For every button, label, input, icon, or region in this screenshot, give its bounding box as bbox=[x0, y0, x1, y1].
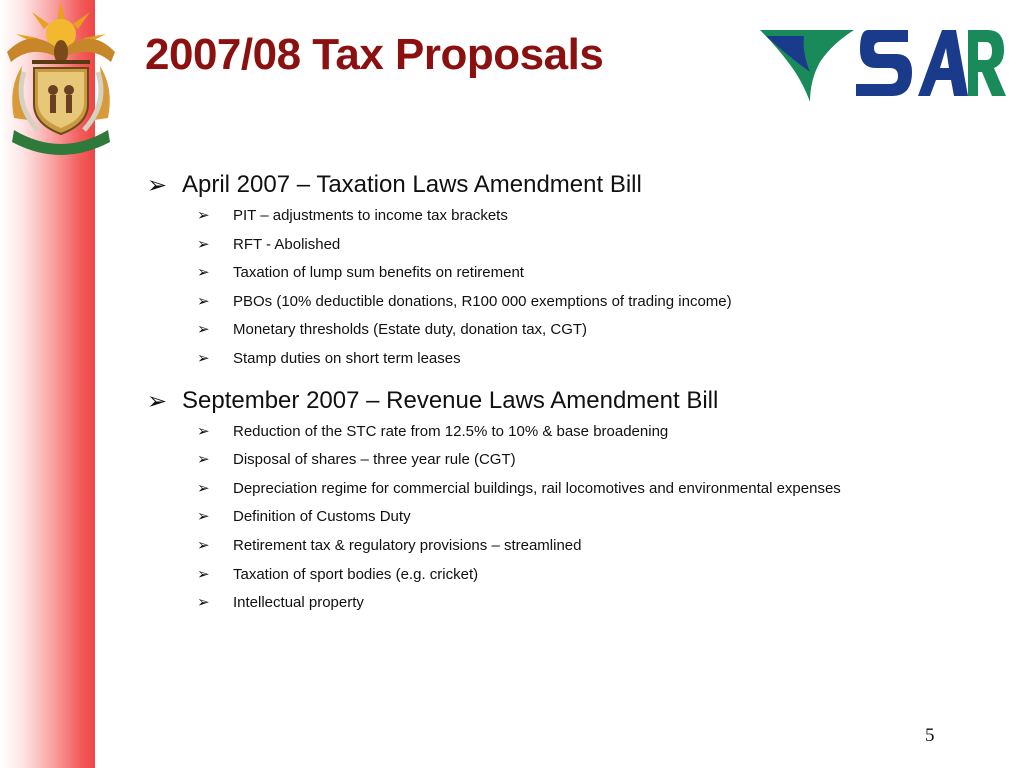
list-item: ➢ Reduction of the STC rate from 12.5% to 10% & base broadening bbox=[145, 418, 1005, 447]
section-heading: ➢ April 2007 – Taxation Laws Amendment Bill bbox=[145, 168, 1005, 202]
list-item: ➢ Definition of Customs Duty bbox=[145, 503, 1005, 532]
bullet-arrow-icon: ➢ bbox=[197, 565, 210, 583]
list-item: ➢ PBOs (10% deductible donations, R100 000 exemptions of trading income) bbox=[145, 288, 1005, 317]
list-item: ➢ PIT – adjustments to income tax brackets bbox=[145, 202, 1005, 231]
bullet-arrow-icon: ➢ bbox=[197, 594, 210, 612]
list-item: ➢ Retirement tax & regulatory provisions – streamlined bbox=[145, 532, 1005, 561]
bullet-arrow-icon: ➢ bbox=[147, 172, 168, 199]
sars-logo-icon bbox=[758, 22, 1014, 108]
bullet-arrow-icon: ➢ bbox=[197, 264, 210, 282]
bullet-arrow-icon: ➢ bbox=[197, 235, 210, 253]
bullet-arrow-icon: ➢ bbox=[197, 207, 210, 224]
page-title: 2007/08 Tax Proposals bbox=[145, 30, 604, 79]
page-number: 5 bbox=[925, 725, 935, 746]
bullet-arrow-icon: ➢ bbox=[197, 292, 210, 310]
section-april-2007 bbox=[145, 168, 1005, 374]
list-item: ➢ RFT - Abolished bbox=[145, 231, 1005, 260]
list-item: ➢ Disposal of shares – three year rule (CGT) bbox=[145, 446, 1005, 475]
content-body bbox=[145, 168, 1005, 618]
list-item: ➢ Stamp duties on short term leases bbox=[145, 345, 1005, 374]
section-september-2007 bbox=[145, 384, 1005, 618]
bullet-arrow-icon: ➢ bbox=[197, 349, 210, 367]
bullet-arrow-icon: ➢ bbox=[147, 387, 168, 415]
list-item: ➢ Taxation of sport bodies (e.g. cricket) bbox=[145, 561, 1005, 590]
list-item: ➢ Intellectual property bbox=[145, 589, 1005, 618]
coat-of-arms-icon bbox=[2, 0, 120, 160]
bullet-arrow-icon: ➢ bbox=[197, 451, 210, 469]
bullet-arrow-icon: ➢ bbox=[197, 321, 210, 339]
list-item: ➢ Depreciation regime for commercial buildings, rail locomotives and environmental expenses bbox=[145, 475, 1005, 504]
list-item: ➢ Taxation of lump sum benefits on retirement bbox=[145, 259, 1005, 288]
bullet-arrow-icon: ➢ bbox=[197, 479, 210, 497]
bullet-arrow-icon: ➢ bbox=[197, 536, 210, 554]
list-item: ➢ Monetary thresholds (Estate duty, donation tax, CGT) bbox=[145, 316, 1005, 345]
bullet-arrow-icon: ➢ bbox=[197, 508, 210, 526]
section-heading: ➢ September 2007 – Revenue Laws Amendment Bill bbox=[145, 384, 1005, 418]
bullet-arrow-icon: ➢ bbox=[197, 422, 210, 440]
